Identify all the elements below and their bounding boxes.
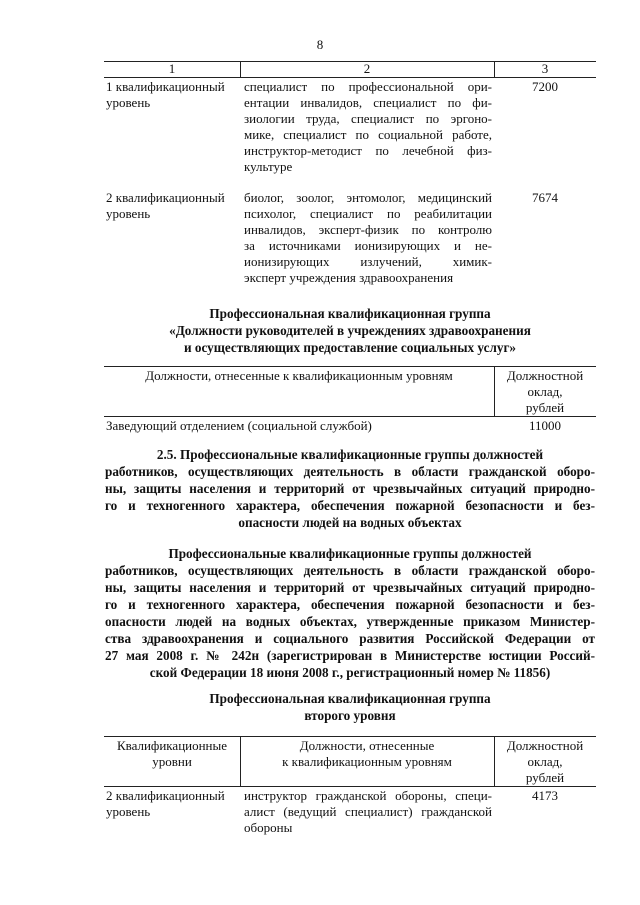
table-row-positions: биолог, зоолог, энтомолог, медицинский психолог, специалист по реабилитации инвалидов, эксперт-физик по контролю за источниками ионизирующих и не- ионизирующих излучений, химик- эксперт учреждения здравоохранения bbox=[244, 190, 492, 285]
col-header-salary: Должностной оклад, рублей bbox=[506, 368, 584, 415]
col-header-2: 2 bbox=[363, 61, 371, 76]
group-heading-second-level: Профессиональная квалификационная группа второго уровня bbox=[209, 691, 491, 723]
group-heading-managers: Профессиональная квалификационная группа «Должности руководителей в учреждениях здравоохранения и осуществляющих предоставление социальных услуг» bbox=[169, 306, 531, 355]
table-row-level: 1 квалификационный уровень bbox=[106, 79, 225, 110]
col-header-1: 1 bbox=[168, 61, 176, 76]
col-header-levels: Квалификационные уровни bbox=[116, 738, 228, 769]
page-number: 8 bbox=[316, 37, 324, 52]
table-row-positions: инструктор гражданской обороны, специ- алист (ведущий специалист) гражданской обороны bbox=[244, 788, 492, 835]
col-header-3: 3 bbox=[541, 61, 549, 76]
table-row-salary: 11000 bbox=[528, 418, 562, 433]
table-row-salary: 7674 bbox=[532, 190, 558, 205]
table-row-level: 2 квалификационный уровень bbox=[106, 788, 225, 819]
order-heading: Профессиональные квалификационные группы должностей работников, осуществляющих деятельность в области гражданской оборо- ны, защиты населения и территорий от чрезвычайных ситуаций природно- го и техногенного характера, обеспечения пожарной безопасности и без- опасности людей на водных объектах, утвержденные приказом Министер- ства здравоохранения и социального развития Российской Федерации от 27 мая 2008 г. № 242н (зарегистрирован в Министерстве юстиции Россий- ской Федерации 18 июня 2008 г., регистрационный номер № 11856) bbox=[105, 546, 595, 680]
table-row-level: 2 квалификационный уровень bbox=[106, 190, 225, 221]
col-header-positions: Должности, отнесенные к квалификационным уровням bbox=[145, 368, 453, 383]
table-row-salary: 4173 bbox=[532, 788, 558, 803]
section-heading-2-5: 2.5. Профессиональные квалификационные группы должностей работников, осуществляющих деятельность в области гражданской оборо- ны, защиты населения и территорий от чрезвычайных ситуаций природно- го и техногенного характера, обеспечения пожарной безопасности и без- опасности людей на водных объектах bbox=[105, 447, 595, 530]
table-row-positions: специалист по профессиональной ори- ентации инвалидов, специалист по фи- зиологии труда, специалист по эргоно- мике, специалист по социальной работе, инструктор-методист по лечебной физ- культуре bbox=[244, 79, 492, 174]
col-header-salary: Должностной оклад, рублей bbox=[506, 738, 584, 785]
table-row-salary: 7200 bbox=[532, 79, 558, 94]
col-header-positions: Должности, отнесенные к квалификационным уровням bbox=[282, 738, 452, 769]
table-row-position: Заведующий отделением (социальной службой) bbox=[106, 418, 372, 433]
